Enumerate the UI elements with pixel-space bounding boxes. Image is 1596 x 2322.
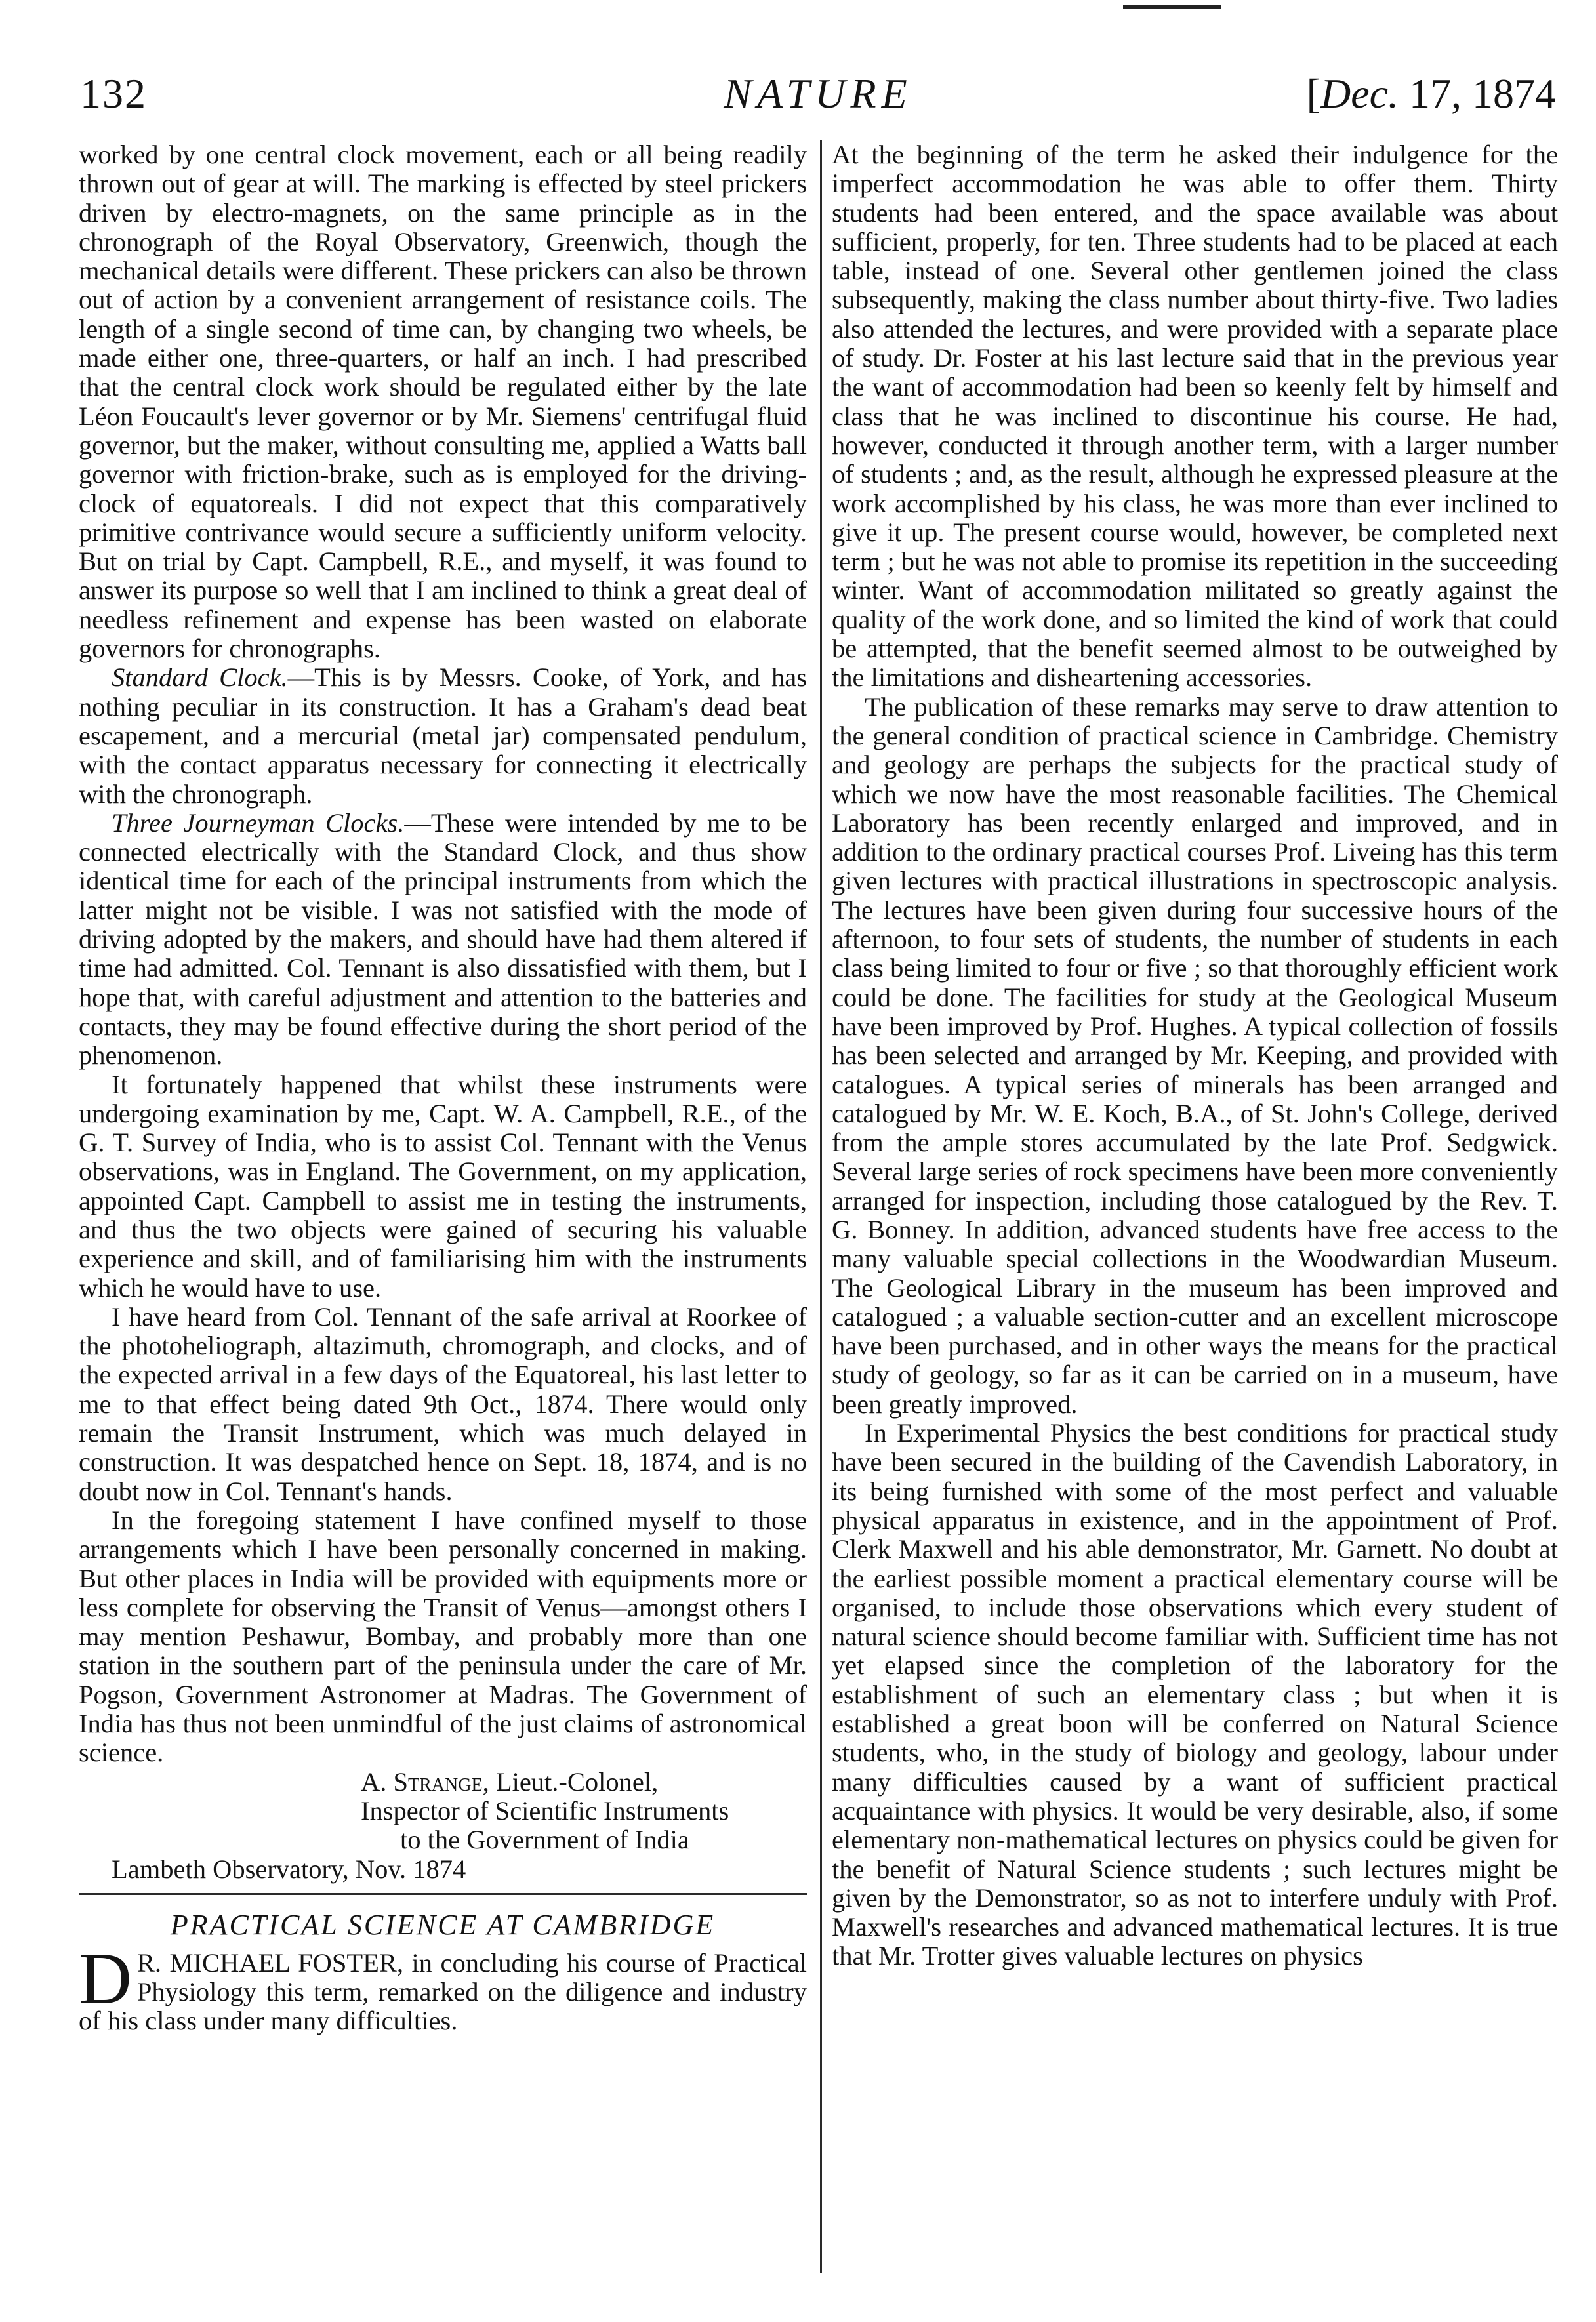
opening-paragraph bbox=[79, 1938, 807, 2036]
page-header bbox=[80, 58, 1556, 130]
paragraph: At the beginning of the term he asked their indulgence for the imperfect accommodation he was able to offer them. Thirty students had been entered, and the space available was about sufficient, properly, for ten. Three students had to be placed at each table, instead of one. Several other gentlemen joined the class subsequently, making the class number about thirty-five. Two ladies also attended the lectures, and were provided with a separate place of study. Dr. Foster at his last lecture said that in the previous year the want of accommodation had been so keenly felt by himself and class that he was inclined to discontinue his course. He had, however, conducted it through another term, with a larger number of students ; and, as the result, although he expressed pleasure at the work accomplished by his class, he was more than ever inclined to give it up. The present course would, however, be completed next term ; but he was not able to promise its repetition in the succeeding winter. Want of accommodation militated so greatly against the quality of the work done, and so limited the kind of work that could be attempted, that the benefit seemed almost to be outweighed by the limitations and disheartening accessories. bbox=[832, 140, 1558, 693]
page-number: 132 bbox=[80, 70, 147, 117]
column-divider bbox=[820, 140, 822, 2273]
issue-day-year: 17, 1874 bbox=[1409, 70, 1556, 117]
issue-month: Dec. bbox=[1320, 70, 1399, 117]
signature-title-line: to the Government of India bbox=[400, 1825, 689, 1855]
paragraph: The publication of these remarks may serve to draw attention to the general condition of practical science in Cambridge. Chemistry and geology are perhaps the subjects for the practical study of which we now have the most reasonable facilities. The Chemical Laboratory has been recently enlarged and improved, and in addition to the ordinary practical courses Prof. Liveing has this term given lectures with practical illustrations in spectroscopic analysis. The lectures have been given during four successive hours of the afternoon, to four sets of students, the number of students in each class being limited to four or five ; so that thoroughly efficient work could be done. The facilities for study at the Geological Museum have been improved by Prof. Hughes. A typical collection of fossils has been selected and arranged by Mr. Keeping, and provided with catalogues. A typical series of minerals has been arranged and catalogued by Mr. W. E. Koch, B.A., of St. John's College, derived from the ample stores accumulated by the late Prof. Sedgwick. Several large series of rock specimens have been more conveniently arranged for inspection, including those catalogued by the Rev. T. G. Bonney. In addition, advanced students have free access to the many valuable special collections in the Woodwardian Museum. The Geological Library in the museum has been improved and catalogued ; a valuable section-cutter and an excellent microscope have been purchased, and in other ways the means for the practical study of geology, so far as it can be carried on in a museum, have been greatly improved. bbox=[832, 691, 1558, 1419]
paragraph-heading: Standard Clock. bbox=[112, 662, 288, 693]
signature-place-date: Lambeth Observatory, Nov. 1874 bbox=[112, 1854, 466, 1884]
journal-title: NATURE bbox=[724, 70, 912, 117]
signature-title-line: Inspector of Scientific Instruments bbox=[361, 1795, 729, 1825]
right-column bbox=[832, 140, 1558, 1971]
opening-body: in concluding his course of Practical Physiology this term, remarked on the diligence and industry of his class under many difficulties. bbox=[79, 1947, 807, 2036]
opening-caps: R. MICHAEL FOSTER, bbox=[136, 1947, 403, 1978]
drop-cap: D bbox=[79, 1938, 132, 2020]
paragraph: I have heard from Col. Tennant of the safe arrival at Roorkee of the photoheliograph, altazimuth, chromograph, and clocks, and of the expected arrival in a few days of the Equatoreal, his last letter to me to that effect being dated 9th Oct., 1874. There would only remain the Transit Instrument, which was much delayed in construction. It was despatched hence on Sept. 18, 1874, and is no doubt now in Col. Tennant's hands. bbox=[79, 1301, 807, 1506]
signature-name: A. Strange, Lieut.-Colonel, bbox=[361, 1766, 659, 1797]
top-rule bbox=[1123, 5, 1221, 9]
signature-surname: Strange bbox=[393, 1766, 483, 1797]
paragraph bbox=[79, 663, 807, 808]
section-rule bbox=[79, 1893, 807, 1895]
paragraph: It fortunately happened that whilst these instruments were undergoing examination by me, Capt. W. A. Campbell, R.E., of the G. T. Survey of India, who is to assist Col. Tennant with the Venus observations, was in England. The Government, on my application, appointed Capt. Campbell to assist me in testing the instruments, and thus the two objects were gained of securing his valuable experience and skill, and of familiarising him with the instruments which he would have to use. bbox=[79, 1069, 807, 1303]
left-column bbox=[79, 140, 807, 2036]
section-title: PRACTICAL SCIENCE AT CAMBRIDGE bbox=[170, 1908, 716, 1941]
paragraph: In Experimental Physics the best conditions for practical study have been secured in the building of the Cavendish Laboratory, in its being furnished with some of the most perfect and valuable physical apparatus in existence, and in the appointment of Prof. Clerk Maxwell and his able demonstrator, Mr. Garnett. No doubt at the earliest possible moment a practical elementary course will be organised, to include those observations which every student of natural science should become familiar with. Sufficient time has not yet elapsed since the completion of the laboratory for the establishment of such an elementary class ; but when it is established a great boon will be conferred on Natural Science students, who, in the study of biology and geology, labour under many difficulties caused by a want of sufficient practical acquaintance with physics. It would be very desirable, also, if some elementary non-mathematical lectures on physics could be given for the benefit of Natural Science students ; such lectures might be given by the Demonstrator, so as not to interfere unduly with Prof. Maxwell's researches and advanced mathematical lectures. It is true that Mr. Trotter gives valuable lectures on physics bbox=[832, 1418, 1558, 1971]
paragraph bbox=[79, 809, 807, 1070]
paragraph: In the foregoing statement I have confined myself to those arrangements which I have been personally concerned in making. But other places in India will be provided with equipments more or less complete for observing the Transit of Venus—amongst others I may mention Peshawur, Bombay, and probably more than one station in the southern part of the peninsula under the care of Mr. Pogson, Government Astronomer at Madras. The Government of India has thus not been unmindful of the just claims of astronomical science. bbox=[79, 1505, 807, 1768]
paragraph-heading: Three Journeyman Clocks. bbox=[112, 807, 405, 838]
paragraph: worked by one central clock movement, each or all being readily thrown out of gear at will. The marking is effected by steel prickers driven by electro-magnets, on the same principle as in the chronograph of the Royal Observatory, Greenwich, though the mechanical details were different. These prickers can also be thrown out of action by a convenient arrangement of resistance coils. The length of a single second of time can, by changing two wheels, be made either one, three-quarters, or half an inch. I had prescribed that the central clock work should be regulated either by the late Léon Foucault's lever governor or by Mr. Siemens' centrifugal fluid governor, but the maker, without consulting me, applied a Watts ball governor with friction-brake, such as is employed for the driving-clock of equatoreals. I did not expect that this comparatively primitive contrivance would secure a sufficiently uniform velocity. But on trial by Capt. Campbell, R.E., and myself, it was found to answer its purpose so well that I am inclined to think a great deal of needless refinement and expense has been wasted on elaborate governors for chronographs. bbox=[79, 140, 807, 664]
paragraph-body: —These were intended by me to be connected electrically with the Standard Clock, and thus show identical time for each of the principal instruments from which the latter might not be visible. I was not satisfied with the mode of driving adopted by the makers, and should have had them altered if time had admitted. Col. Tennant is also dissatisfied with them, but I hope that, with careful adjustment and attention to the batteries and contacts, they may be found effective during the short period of the phenomenon. bbox=[79, 807, 807, 1070]
paragraph-body: —This is by Messrs. Cooke, of York, and has nothing peculiar in its construction. It has a Graham's dead beat escapement, and a mercurial (metal jar) compensated pendulum, with the contact apparatus necessary for connecting it electrically with the chronograph. bbox=[79, 662, 807, 809]
issue-date: [Dec. 17, 1874 bbox=[1306, 70, 1556, 117]
